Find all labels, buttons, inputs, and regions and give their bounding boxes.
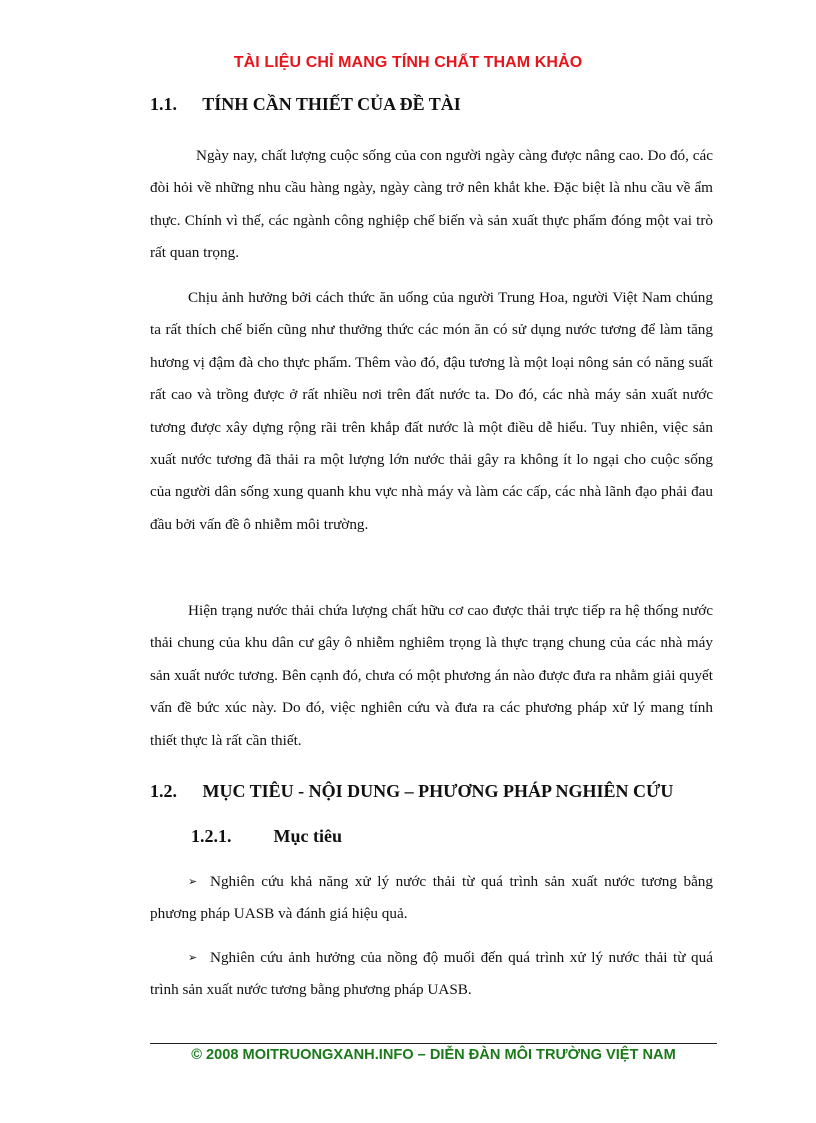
list-item-text: Nghiên cứu ảnh hưởng của nồng độ muối đến quá trình xử lý nước thải từ quá trình sản xuất nước tương bằng phương pháp UASB. <box>150 949 713 999</box>
section-1-1-heading <box>150 94 461 115</box>
section-number: 1.2. <box>150 781 177 801</box>
paragraph: Chịu ảnh hưởng bởi cách thức ăn uống của người Trung Hoa, người Việt Nam chúng ta rất thích chế biến cũng như thưởng thức các món ăn có sử dụng nước tương để làm tăng hương vị đậm đà cho thực phẩm. Thêm vào đó, đậu tương là một loại nông sản có năng suất rất cao và trồng được ở rất nhiều nơi trên đất nước ta. Do đó, các nhà máy sản xuất nước tương được xây dựng rộng rãi trên khắp đất nước là một điều dễ hiểu. Tuy nhiên, việc sản xuất nước tương đã thải ra một lượng lớn nước thải gây ra không ít lo ngại cho cuộc sống của người dân sống xung quanh khu vực nhà máy và làm các cấp, các nhà lãnh đạo phải đau đầu bởi vấn đề ô nhiễm môi trường. <box>150 289 713 533</box>
reference-only-watermark: TÀI LIỆU CHỈ MANG TÍNH CHẤT THAM KHẢO <box>233 54 583 71</box>
list-item-text: Nghiên cứu khả năng xử lý nước thải từ quá trình sản xuất nước tương bằng phương pháp UASB và đánh giá hiệu quả. <box>150 873 713 923</box>
section-number: 1.1. <box>150 94 177 114</box>
list-item <box>150 866 713 931</box>
subsection-number: 1.2.1. <box>191 826 232 846</box>
paragraph: Hiện trạng nước thải chứa lượng chất hữu cơ cao được thải trực tiếp ra hệ thống nước thải chung của khu dân cư gây ô nhiễm nghiêm trọng là thực trạng chung của các nhà máy sản xuất nước tương. Bên cạnh đó, chưa có một phương án nào được đưa ra nhằm giải quyết vấn đề bức xúc này. Do đó, việc nghiên cứu và đưa ra các phương pháp xử lý mang tính thiết thực là rất cần thiết. <box>150 602 713 749</box>
arrowhead-bullet-icon: ➢ <box>188 951 198 964</box>
arrowhead-bullet-icon: ➢ <box>188 875 198 888</box>
section-1-2-heading <box>150 781 673 802</box>
footer-copyright: © 2008 MOITRUONGXANH.INFO – DIỄN ĐÀN MÔI TRƯỜNG VIỆT NAM <box>191 1047 676 1063</box>
footer-divider <box>150 1043 717 1044</box>
section-title: MỤC TIÊU - NỘI DUNG – PHƯƠNG PHÁP NGHIÊN CỨU <box>202 781 674 801</box>
section-title: TÍNH CẦN THIẾT CỦA ĐỀ TÀI <box>202 94 461 114</box>
section-1-2-1-heading <box>191 826 342 847</box>
list-item <box>150 942 713 1007</box>
subsection-title: Mục tiêu <box>273 826 342 846</box>
paragraph: Ngày nay, chất lượng cuộc sống của con người ngày càng được nâng cao. Do đó, các đòi hỏi về những nhu cầu hàng ngày, ngày càng trở nên khắt khe. Đặc biệt là nhu cầu về ẩm thực. Chính vì thế, các ngành công nghiệp chế biến và sản xuất thực phẩm đóng một vai trò rất quan trọng. <box>150 147 713 262</box>
